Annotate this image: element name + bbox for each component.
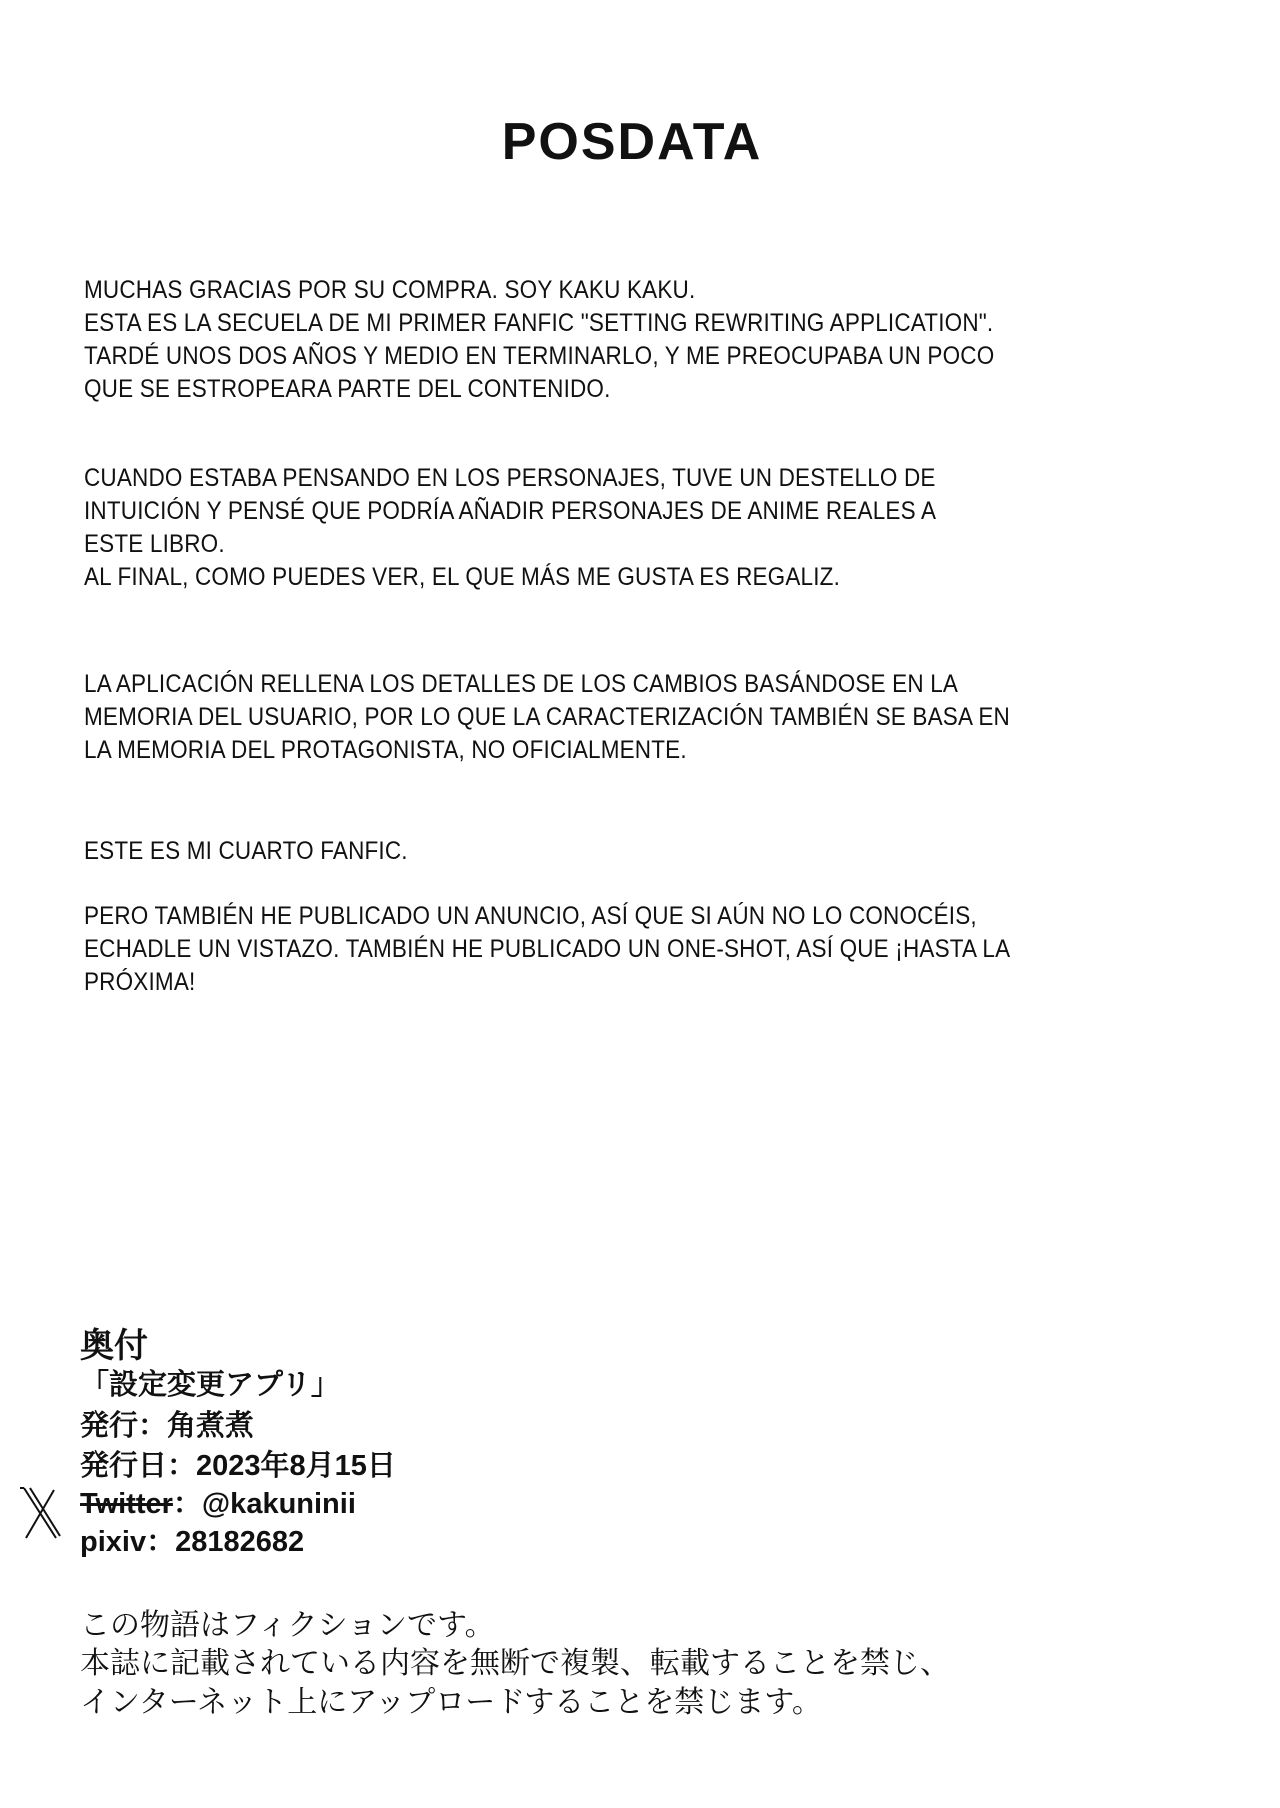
notice-line: 本誌に記載されている内容を無断で複製、転載することを禁じ、: [80, 1646, 950, 1681]
paragraph-2: [84, 462, 1236, 594]
paragraph-3: [84, 668, 1236, 767]
text-line: INTUICIÓN Y PENSÉ QUE PODRÍA AÑADIR PERSONAJES DE ANIME REALES A: [84, 497, 937, 525]
x-logo-icon: [16, 1482, 62, 1542]
text-line: ESTE LIBRO.: [84, 530, 225, 558]
text-line: QUE SE ESTROPEARA PARTE DEL CONTENIDO.: [84, 375, 611, 403]
colophon-heading: 奥付: [80, 1327, 148, 1365]
text-line: LA MEMORIA DEL PROTAGONISTA, NO OFICIALMENTE.: [84, 736, 687, 764]
text-line: PRÓXIMA!: [84, 968, 196, 996]
twitter-handle: ：@kakuninii: [172, 1488, 356, 1520]
paragraph-5: [84, 900, 1236, 999]
paragraph-4: [84, 835, 1236, 868]
notice-line: インターネット上にアップロードすることを禁じます。: [80, 1685, 822, 1720]
publisher: 発行：角煮煮: [80, 1410, 255, 1442]
text-line: AL FINAL, COMO PUEDES VER, EL QUE MÁS ME GUSTA ES REGALIZ.: [84, 563, 841, 591]
text-line: ECHADLE UN VISTAZO. TAMBIÉN HE PUBLICADO UN ONE-SHOT, ASÍ QUE ¡HASTA LA: [84, 935, 1011, 963]
text-line: CUANDO ESTABA PENSANDO EN LOS PERSONAJES, TUVE UN DESTELLO DE: [84, 464, 936, 492]
publish-date: 発行日：2023年8月15日: [80, 1450, 396, 1482]
twitter-label: Twitter: [80, 1488, 173, 1520]
page-title: POSDATA: [501, 113, 763, 171]
paragraph-1: [84, 274, 1236, 406]
twitter-line: [80, 1481, 356, 1522]
text-line: ESTA ES LA SECUELA DE MI PRIMER FANFIC "SETTING REWRITING APPLICATION".: [84, 309, 994, 337]
text-line: LA APLICACIÓN RELLENA LOS DETALLES DE LOS CAMBIOS BASÁNDOSE EN LA: [84, 670, 959, 698]
text-line: PERO TAMBIÉN HE PUBLICADO UN ANUNCIO, ASÍ QUE SI AÚN NO LO CONOCÉIS,: [84, 902, 977, 930]
text-line: ESTE ES MI CUARTO FANFIC.: [84, 837, 408, 865]
text-line: MUCHAS GRACIAS POR SU COMPRA. SOY KAKU KAKU.: [84, 276, 696, 304]
pixiv-line: pixiv：28182682: [80, 1526, 305, 1558]
book-title: 「設定変更アプリ」: [80, 1369, 340, 1401]
notice-line: この物語はフィクションです。: [80, 1608, 495, 1643]
text-line: TARDÉ UNOS DOS AÑOS Y MEDIO EN TERMINARLO, Y ME PREOCUPABA UN POCO: [84, 342, 995, 370]
text-line: MEMORIA DEL USUARIO, POR LO QUE LA CARACTERIZACIÓN TAMBIÉN SE BASA EN: [84, 703, 1010, 731]
